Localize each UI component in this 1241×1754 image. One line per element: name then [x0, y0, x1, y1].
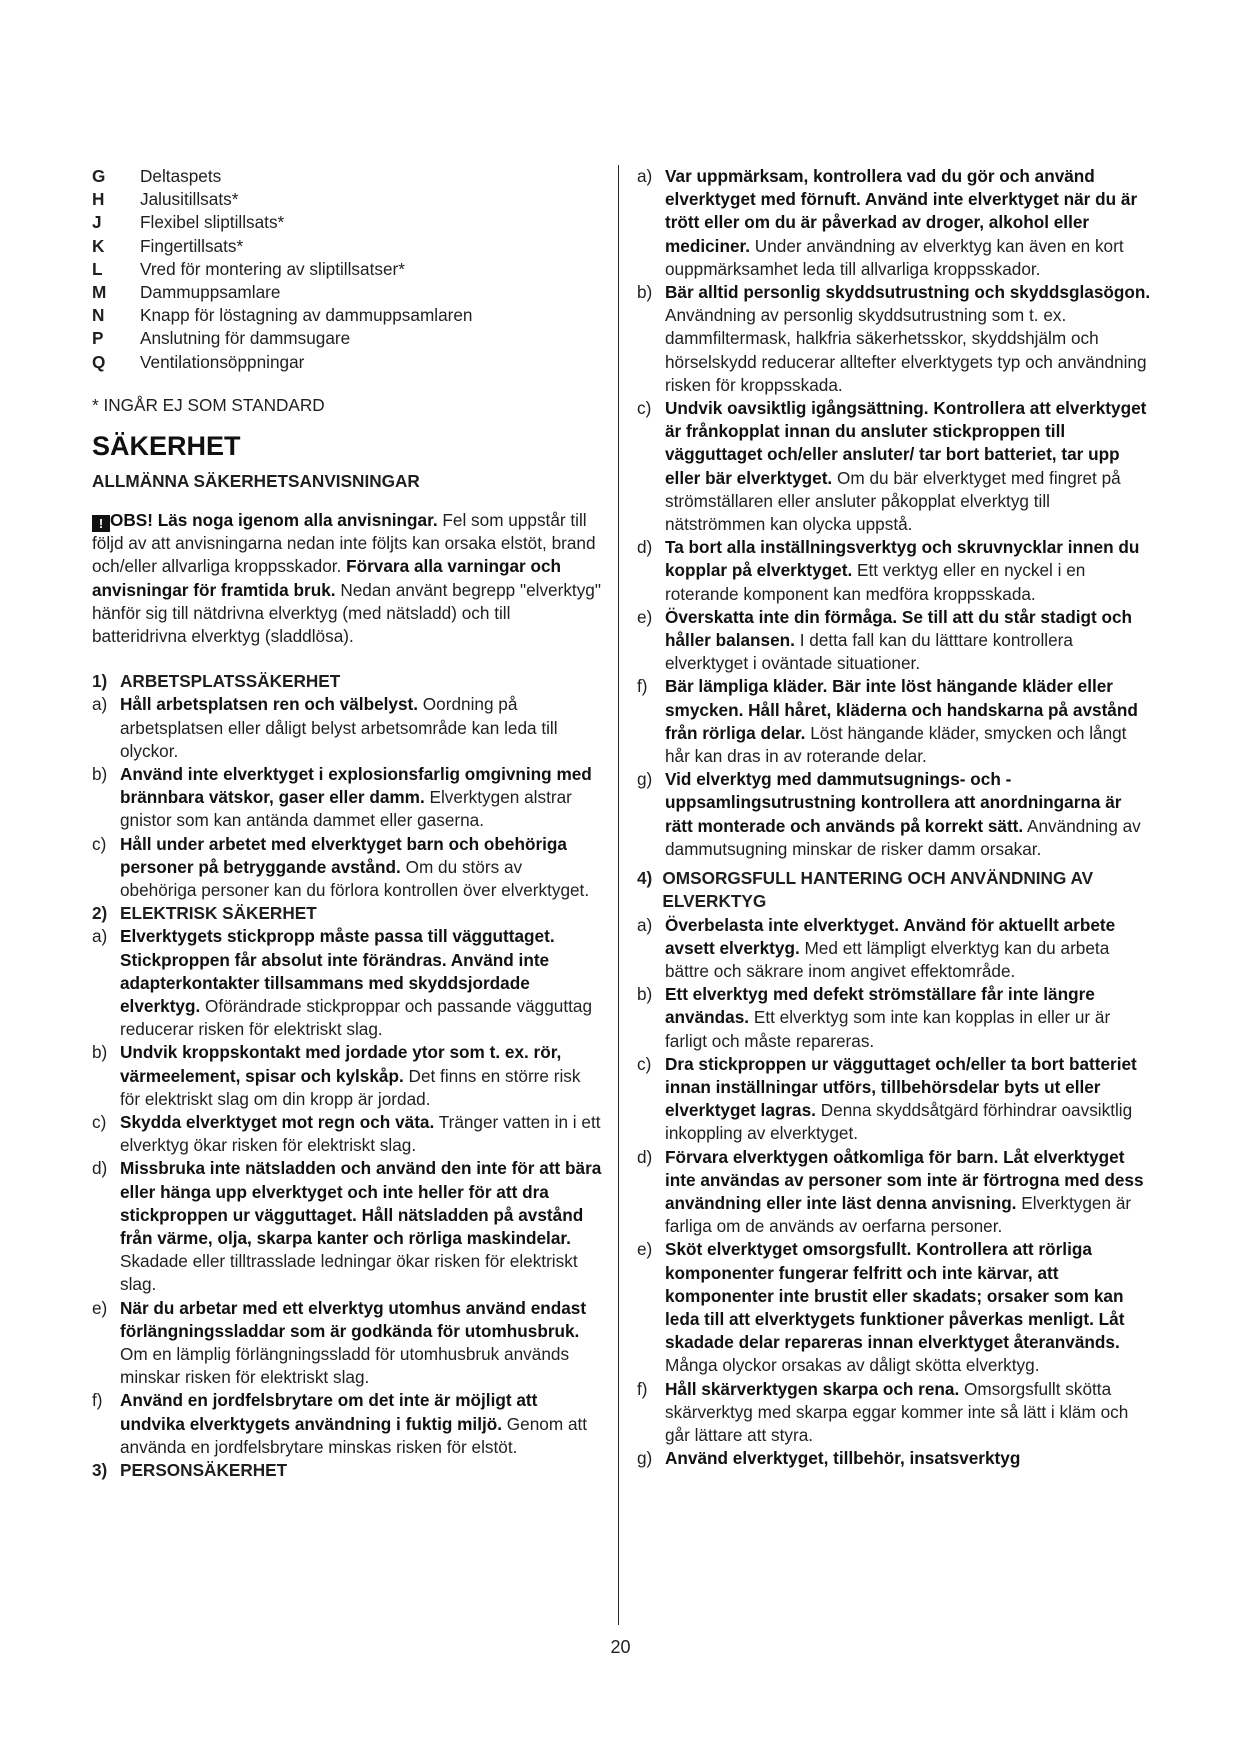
- intro-text-1: Fel som uppstår till följd av att anvisningarna nedan inte följts kan orsaka elstöt, brand och/eller allvarliga kroppsskador.: [92, 509, 596, 577]
- list-item: [637, 397, 1152, 536]
- list-item: [637, 281, 1152, 397]
- list-item: [92, 1389, 602, 1459]
- legend-letter: L: [92, 258, 103, 279]
- item-text: Elverktygen är farliga om de används av oerfarna personer.: [665, 1192, 1132, 1237]
- legend-item: [92, 258, 602, 281]
- item-label: f): [92, 1390, 103, 1411]
- list-item: [637, 914, 1152, 984]
- item-label: g): [637, 769, 653, 790]
- legend-letter: P: [92, 328, 104, 349]
- legend-letter: J: [92, 212, 102, 233]
- item-label: d): [92, 1158, 108, 1179]
- item-label: b): [92, 1042, 108, 1063]
- item-bold: Håll skärverktygen skarpa och rena.: [665, 1378, 960, 1399]
- legend-text: Ventilationsöppningar: [140, 351, 305, 372]
- intro-paragraph: [92, 509, 602, 648]
- item-label: b): [637, 984, 653, 1005]
- item-bold: Ta bort alla inställningsverktyg och skruvnycklar innen du kopplar på elverktyget.: [665, 537, 1140, 581]
- item-bold: Bär lämpliga kläder. Bär inte löst hängande kläder eller smycken. Håll håret, kläderna och handskarna på avstånd från rörliga delar.: [665, 676, 1138, 743]
- right-column: [637, 165, 1152, 1470]
- list-item: [92, 693, 602, 763]
- legend-text: Dammuppsamlare: [140, 281, 281, 302]
- legend-text: Deltaspets: [140, 166, 222, 186]
- list-item: [92, 1111, 602, 1157]
- item-label: f): [637, 1378, 648, 1399]
- list-item: [637, 983, 1152, 1053]
- item-label: b): [92, 763, 108, 784]
- item-bold: Bär alltid personlig skyddsutrustning och skyddsglasögon.: [665, 282, 1151, 303]
- section-heading: [637, 867, 1152, 913]
- legend-letter: M: [92, 281, 107, 302]
- left-column: [92, 165, 602, 1482]
- item-label: c): [637, 398, 652, 419]
- item-text: Många olyckor orsakas av dåligt skötta elverktyg.: [665, 1355, 1040, 1376]
- standard-note: * INGÅR EJ SOM STANDARD: [92, 394, 325, 415]
- item-text: Ett elverktyg som inte kan kopplas in eller ur är farligt och måste repareras.: [665, 1007, 1111, 1051]
- legend-item: [92, 211, 602, 234]
- list-item: [637, 1053, 1152, 1146]
- legend-text: Flexibel sliptillsats*: [140, 212, 285, 233]
- legend-letter: G: [92, 166, 106, 186]
- list-item: [92, 1157, 602, 1296]
- legend-text: Knapp för löstagning av dammuppsamlaren: [140, 305, 473, 326]
- list-item: [637, 675, 1152, 768]
- legend-list: [92, 165, 602, 374]
- item-text: Elverktygen alstrar gnistor som kan antända dammet eller gaserna.: [120, 787, 572, 831]
- item-text: Löst hängande kläder, smycken och långt hår kan dras in av roterande delar.: [665, 722, 1127, 767]
- item-text: Oordning på arbetsplatsen eller dåligt belyst arbetsområde kan leda till olyckor.: [120, 694, 558, 761]
- list-item: [92, 763, 602, 833]
- section-title: OMSORGSFULL HANTERING OCH ANVÄNDNING AV ELVERKTYG: [662, 868, 1094, 912]
- legend-item: [92, 188, 602, 211]
- item-text: Tränger vatten in i ett elverktyg ökar risken för elektriskt slag.: [120, 1111, 601, 1156]
- item-text: Omsorgsfullt skötta skärverktyg med skarpa eggar kommer inte så lätt i kläm och går lättare att styra.: [665, 1378, 1129, 1445]
- item-text: Med ett lämpligt elverktyg kan du arbeta bättre och säkrare inom angivet effektområde.: [665, 937, 1110, 981]
- item-label: e): [637, 1239, 653, 1260]
- legend-item: [92, 281, 602, 304]
- list-item: [637, 1146, 1152, 1239]
- item-bold: Använd inte elverktyget i explosionsfarlig omgivning med brännbara vätskor, gaser eller damm.: [120, 763, 592, 808]
- item-bold: Förvara elverktygen oåtkomliga för barn. Låt elverktyget inte användas av personer som inte är förtrogna med dess användning eller inte läst denna anvisning.: [665, 1146, 1144, 1213]
- item-text: Användning av dammutsugning minskar de risker damm orsakar.: [665, 815, 1141, 859]
- section-title: ARBETSPLATSSÄKERHET: [120, 671, 341, 692]
- item-bold: Undvik kroppskontakt med jordade ytor som t. ex. rör, värmeelement, spisar och kylskåp.: [120, 1042, 562, 1086]
- item-label: e): [637, 606, 653, 627]
- item-text: Ett verktyg eller en nyckel i en roterande komponent kan medföra kroppsskada.: [665, 560, 1086, 604]
- item-text: Det finns en större risk för elektriskt slag om din kropp är jordad.: [120, 1065, 581, 1109]
- item-bold: Håll under arbetet med elverktyget barn och obehöriga personer på betryggande avstånd.: [120, 833, 567, 877]
- list-item: [92, 1297, 602, 1390]
- item-text: Oförändrade stickproppar och passande vägguttag reducerar risken för elektriskt slag.: [120, 995, 593, 1040]
- item-bold: Missbruka inte nätsladden och använd den inte för att bära eller hänga upp elverktyget och inte heller för att dra stickproppen ur vägguttaget. Håll nätsladden på avstånd från värme, olja, skarpa kanter och rörliga maskindelar.: [120, 1158, 602, 1248]
- page-number: 20: [610, 1637, 631, 1657]
- list-item: [92, 925, 602, 1041]
- legend-item: [92, 327, 602, 350]
- item-bold: Sköt elverktyget omsorgsfullt. Kontrollera att rörliga komponenter fungerar felfritt och inte kärvar, att komponenter inte brustit eller skadats; orsaker som kan leda till att elverktygets funktioner påverkas menligt. Låt skadade delar repareras innan elverktyget återanvänds.: [665, 1239, 1125, 1353]
- list-item: [637, 606, 1152, 676]
- item-text: Skadade eller tilltrasslade ledningar ökar risken för elektriskt slag.: [120, 1251, 578, 1295]
- legend-letter: Q: [92, 351, 106, 372]
- item-text: Om du bär elverktyget med fingret på strömställaren eller ansluter påkopplat elverktyg till nätströmmen kan olycka uppstå.: [665, 467, 1121, 535]
- item-label: d): [637, 1146, 653, 1167]
- item-text: Denna skyddsåtgärd förhindrar oavsiktlig inkoppling av elverktyget.: [665, 1100, 1133, 1144]
- legend-letter: H: [92, 189, 105, 210]
- section-heading: [92, 902, 602, 925]
- item-bold: Var uppmärksam, kontrollera vad du gör och använd elverktyget med förnuft. Använd inte elverktyget när du är trött eller om du är påverkad av droger, alkohol eller mediciner.: [665, 166, 1138, 256]
- intro-bold-1: OBS! Läs noga igenom alla anvisningar.: [110, 509, 438, 530]
- legend-text: Vred för montering av sliptillsatser*: [140, 258, 405, 279]
- item-label: a): [92, 926, 108, 947]
- item-label: c): [637, 1053, 652, 1074]
- item-bold: Skydda elverktyget mot regn och väta.: [120, 1111, 435, 1132]
- item-bold: Undvik oavsiktlig igångsättning. Kontrollera att elverktyget är frånkopplat innan du ansluter stickproppen till vägguttaget och/eller ansluter/ tar bort batteriet, tar upp eller bär elverktyget.: [665, 398, 1147, 488]
- legend-item: [92, 235, 602, 258]
- section-heading: [92, 1459, 602, 1482]
- section-number: 2): [92, 903, 108, 924]
- item-label: c): [92, 833, 107, 854]
- section-number: 1): [92, 671, 108, 692]
- item-bold: Elverktygets stickpropp måste passa till vägguttaget. Stickproppen får absolut inte förändras. Använd inte adapterkontakter tillsammans med skyddsjordade elverktyg.: [120, 926, 555, 1016]
- item-text: I detta fall kan du lätttare kontrollera elverktyget i oväntade situationer.: [665, 630, 1073, 674]
- item-text: Om du störs av obehöriga personer kan du förlora kontrollen över elverktyget.: [120, 856, 590, 900]
- legend-item: [92, 304, 602, 327]
- list-item: [637, 536, 1152, 606]
- item-text: Om en lämplig förlängningssladd för utomhusbruk används minskar risken för elektriskt slag.: [120, 1344, 570, 1388]
- page-title: SÄKERHET: [92, 430, 241, 461]
- item-bold: När du arbetar med ett elverktyg utomhus använd endast förlängningssladdar som är godkända för utomhusbruk.: [120, 1297, 587, 1341]
- item-bold: Använd en jordfelsbrytare om det inte är möjligt att undvika elverktygets användning i fuktig miljö.: [120, 1390, 538, 1434]
- legend-letter: N: [92, 305, 105, 326]
- item-label: b): [637, 282, 653, 303]
- legend-item: [92, 165, 602, 188]
- list-item: [637, 165, 1152, 281]
- list-item: [92, 1041, 602, 1111]
- list-item: [637, 768, 1152, 861]
- list-item: [637, 1447, 1152, 1470]
- item-text: Under användning av elverktyg kan även en kort ouppmärksamhet leda till allvarliga kroppsskador.: [665, 235, 1124, 279]
- warning-icon: !: [92, 515, 110, 532]
- section-number: 4): [637, 868, 653, 889]
- legend-text: Anslutning för dammsugare: [140, 328, 351, 349]
- intro-text-2: Nedan använt begrepp "elverktyg" hänför sig till nätdrivna elverktyg (med nätsladd) och till batteridrivna elverktyg (sladdlösa).: [92, 579, 601, 646]
- item-bold: Håll arbetsplatsen ren och välbelyst.: [120, 694, 419, 715]
- item-bold: Använd elverktyget, tillbehör, insatsverktyg: [665, 1448, 1021, 1469]
- item-label: e): [92, 1297, 108, 1318]
- legend-letter: K: [92, 235, 105, 256]
- item-bold: Överbelasta inte elverktyget. Använd för aktuellt arbete avsett elverktyg.: [665, 914, 1116, 958]
- item-label: a): [92, 694, 108, 715]
- item-label: g): [637, 1448, 653, 1469]
- item-bold: Vid elverktyg med dammutsugnings- och -uppsamlingsutrustning kontrollera att anordningarna är rätt monterade och används på korrekt sätt.: [665, 769, 1122, 836]
- item-label: a): [637, 166, 653, 186]
- item-label: a): [637, 914, 653, 935]
- item-bold: Ett elverktyg med defekt strömställare får inte längre användas.: [665, 984, 1095, 1028]
- item-bold: Överskatta inte din förmåga. Se till att du står stadigt och håller balansen.: [665, 606, 1133, 651]
- section-title: PERSONSÄKERHET: [120, 1460, 288, 1481]
- item-text: Genom att använda en jordfelsbrytare minskas risken för elstöt.: [120, 1413, 588, 1457]
- legend-item: [92, 351, 602, 374]
- item-label: d): [637, 537, 653, 558]
- section-title: ELEKTRISK SÄKERHET: [120, 903, 317, 924]
- item-text: Användning av personlig skyddsutrustning som t. ex. dammfiltermask, halkfria säkerhetsskor, skyddshjälm och hörselskydd reducerar alltefter elverktygets typ och användning risken för kroppsskada.: [665, 305, 1147, 395]
- list-item: [637, 1378, 1152, 1448]
- item-bold: Dra stickproppen ur vägguttaget och/eller ta bort batteriet innan inställningar utförs, tillbehörsdelar byts ut eller elverktyget lagras.: [665, 1053, 1137, 1121]
- list-item: [637, 1238, 1152, 1377]
- column-divider: [618, 165, 619, 1625]
- item-label: c): [92, 1111, 107, 1132]
- section-heading: [92, 670, 602, 693]
- item-label: f): [637, 676, 648, 697]
- legend-text: Fingertillsats*: [140, 235, 244, 256]
- section-number: 3): [92, 1460, 108, 1481]
- section-subtitle: ALLMÄNNA SÄKERHETSANVISNINGAR: [92, 470, 420, 491]
- list-item: [92, 833, 602, 903]
- legend-text: Jalusitillsats*: [140, 189, 239, 210]
- intro-bold-2: Förvara alla varningar och anvisningar för framtida bruk.: [92, 556, 562, 600]
